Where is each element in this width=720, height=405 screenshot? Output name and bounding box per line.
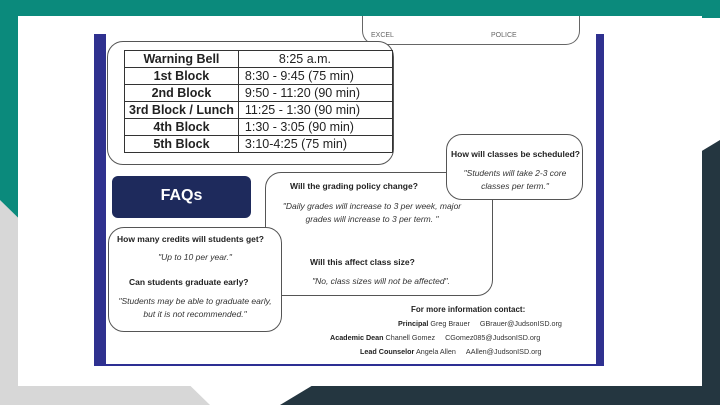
table-row [125, 51, 393, 68]
credits-question: How many credits will students get? [117, 234, 264, 244]
block-time: 11:25 - 1:30 (90 min) [238, 102, 392, 119]
class-size-question: Will this affect class size? [310, 257, 415, 267]
block-time: 9:50 - 11:20 (90 min) [238, 85, 392, 102]
scheduling-answer: "Students will take 2-3 core classes per term." [463, 168, 567, 191]
block-time: 8:30 - 9:45 (75 min) [238, 68, 392, 85]
table-row [125, 119, 393, 136]
contact-email: CGomez085@JudsonISD.org [445, 333, 541, 342]
contact-role: Academic Dean [330, 333, 384, 342]
bell-schedule-table [124, 50, 393, 153]
graduate-early-answer: "Students may be able to graduate early, but it is not recommended." [118, 296, 272, 319]
contact-name: Chanell Gomez [385, 333, 436, 342]
block-name: 1st Block [125, 68, 239, 85]
bell-schedule-box [107, 41, 394, 165]
block-name: 5th Block [125, 136, 239, 153]
scheduling-faq-bubble [446, 134, 583, 200]
credits-faq-bubble [108, 227, 282, 332]
contact-line-dean [330, 333, 540, 342]
block-name: Warning Bell [125, 51, 239, 68]
block-time: 3:10-4:25 (75 min) [238, 136, 392, 153]
table-row [125, 136, 393, 153]
grading-question: Will the grading policy change? [290, 181, 418, 191]
class-size-answer: "No, class sizes will not be affected". [312, 276, 450, 286]
table-row [125, 102, 393, 119]
table-row [125, 68, 393, 85]
graduate-early-question: Can students graduate early? [129, 277, 249, 287]
table-row [125, 85, 393, 102]
top-fragment-bubble [362, 16, 580, 45]
fragment-left-text: EXCEL [371, 32, 394, 39]
block-name: 3rd Block / Lunch [125, 102, 239, 119]
contact-email: AAllen@JudsonISD.org [465, 347, 542, 356]
credits-answer: "Up to 10 per year." [158, 252, 232, 262]
contact-role: Principal [398, 319, 429, 328]
contact-role: Lead Counselor [360, 347, 415, 356]
contact-line-principal [398, 319, 562, 328]
contact-heading: For more information contact: [411, 305, 526, 314]
faqs-heading: FAQs [112, 176, 251, 218]
block-time: 1:30 - 3:05 (90 min) [238, 119, 392, 136]
contact-email: GBrauer@JudsonISD.org [479, 319, 562, 328]
grading-answer: "Daily grades will increase to 3 per week, major grades will increase to 3 per term. " [282, 201, 462, 224]
contact-line-counselor [360, 347, 542, 356]
block-name: 4th Block [125, 119, 239, 136]
scheduling-question: How will classes be scheduled? [451, 149, 580, 159]
block-name: 2nd Block [125, 85, 239, 102]
contact-name: Angela Allen [415, 347, 456, 356]
contact-name: Greg Brauer [430, 319, 470, 328]
fragment-right-text: POLICE [491, 32, 517, 39]
block-time: 8:25 a.m. [238, 51, 392, 68]
